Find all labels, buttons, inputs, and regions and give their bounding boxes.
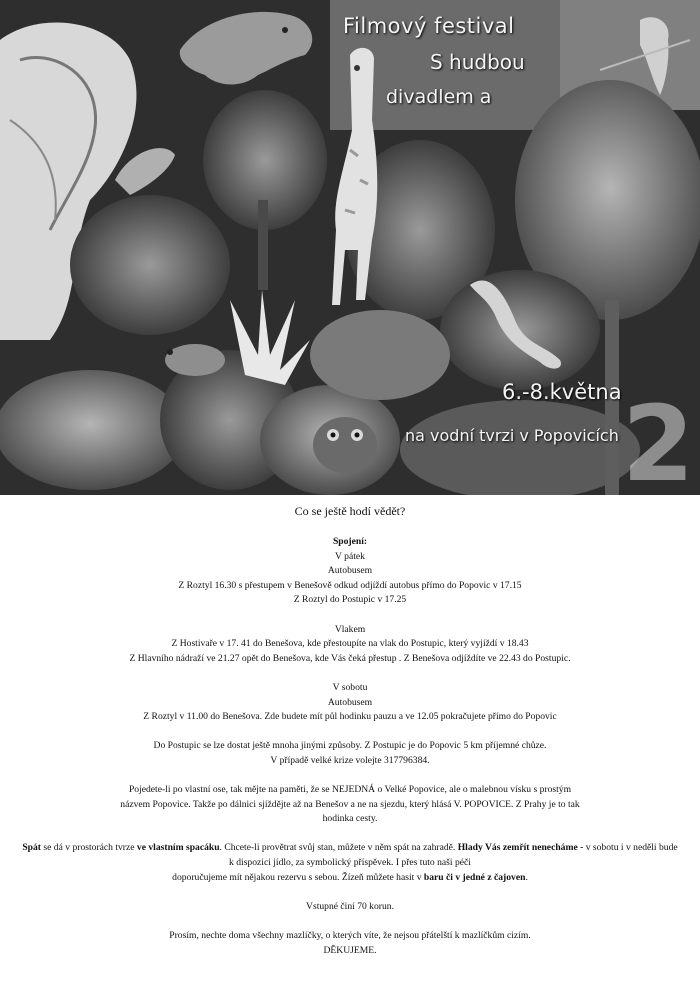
festival-subtitle-theatre: divadlem a [386, 86, 492, 108]
festival-edition-number: 2 [622, 383, 695, 495]
entry-fee-text: Vstupné činí 70 korun. [306, 900, 394, 912]
car-directions-1: Pojedete-li po vlastní ose, tak mějte na paměti, že se NEJEDNÁ o Velké Popovice, ale o malebnou vísku s prostým [128, 784, 572, 796]
sleep-text-1: se dá v prostorách tvrze [41, 842, 137, 854]
bar-keyword: baru či v jedné z čajoven [423, 871, 526, 883]
sleeping-info-line-2: k dispozici jídlo, za symbolický příspěvek. I přes tuto naši péči [229, 857, 471, 869]
sleeping-info-line-1 [0, 841, 700, 856]
connections-title [0, 535, 700, 550]
festival-title: Filmový festival [343, 14, 515, 38]
mouse-icon [165, 344, 225, 376]
food-keyword: Hlady Vás zemřít nenecháme - [457, 842, 586, 854]
festival-venue: na vodní tvrzi v Popovicích [405, 426, 619, 445]
friday-train-label: Vlakem [334, 623, 366, 635]
other-ways-text: Do Postupic se lze dostat ještě mnoha jinými způsoby. Z Postupic je do Popovic 5 km příjemné chůze. [153, 740, 547, 752]
sleep-keyword: Spát [22, 842, 42, 854]
friday-bus-label: Autobusem [327, 565, 373, 577]
drinks-text: doporučujeme mít nějakou rezervu s sebou. Žízeň můžete hasit v [172, 871, 424, 883]
festival-subtitle-music: S hudbou [430, 50, 525, 74]
festival-poster [0, 0, 700, 495]
thanks-text: DĚKUJEME. [323, 944, 377, 956]
car-directions-3: hodinka cesty. [322, 813, 378, 825]
car-directions-2: názvem Popovice. Takže po dálnici sjíždějte až na Benešov a ne na sjezdu, který hlásá V. POPOVICE. Z Prahy je to tak [120, 798, 580, 810]
friday-train-route-1: Z Hostivaře v 17. 41 do Benešova, kde přestoupíte na vlak do Postupic, který vyjíždí v 18.43 [171, 638, 529, 650]
pets-notice-text: Prosím, nechte doma všechny mazlíčky, o kterých víte, že nejsou přátelští k mazlíčkům cizím. [169, 930, 531, 942]
connections-title-text: Spojení: [332, 536, 368, 547]
sleeping-bag-keyword: ve vlastním spacáku [136, 842, 220, 854]
festival-dates: 6.-8.května [502, 380, 622, 404]
info-section [0, 503, 700, 958]
jungle-illustration [0, 0, 700, 495]
drinks-end: . [525, 871, 528, 883]
info-heading: Co se ještě hodí vědět? [294, 504, 406, 518]
sleep-text-3: v sobotu i v neděli bude [585, 842, 678, 854]
sleep-text-2: . Chcete-li provětrat svůj stan, můžete v něm spát na zahradě. [219, 842, 458, 854]
owl-icon [313, 417, 377, 473]
friday-bus-route-1: Z Roztyl 16.30 s přestupem v Benešově odkud odjíždí autobus přímo do Popovic v 17.15 [178, 579, 522, 591]
saturday-bus-label: Autobusem [327, 696, 373, 708]
friday-day: V pátek [335, 550, 365, 562]
saturday-day: V sobotu [332, 681, 368, 693]
friday-bus-route-2: Z Roztyl do Postupic v 17.25 [293, 594, 407, 606]
saturday-bus-route-1: Z Roztyl v 11.00 do Benešova. Zde budete mít půl hodinku pauzu a ve 12.05 pokračujete přímo do Popovic [143, 711, 557, 723]
friday-train-route-2: Z Hlavního nádraží ve 21.27 opět do Benešova, kde Vás čeká přestup . Z Benešova odjíždíte ve 22.43 do Postupic. [129, 652, 571, 664]
sleeping-info-line-3 [0, 871, 700, 886]
emergency-phone-text: V případě velké krize volejte 317796384. [270, 754, 430, 766]
